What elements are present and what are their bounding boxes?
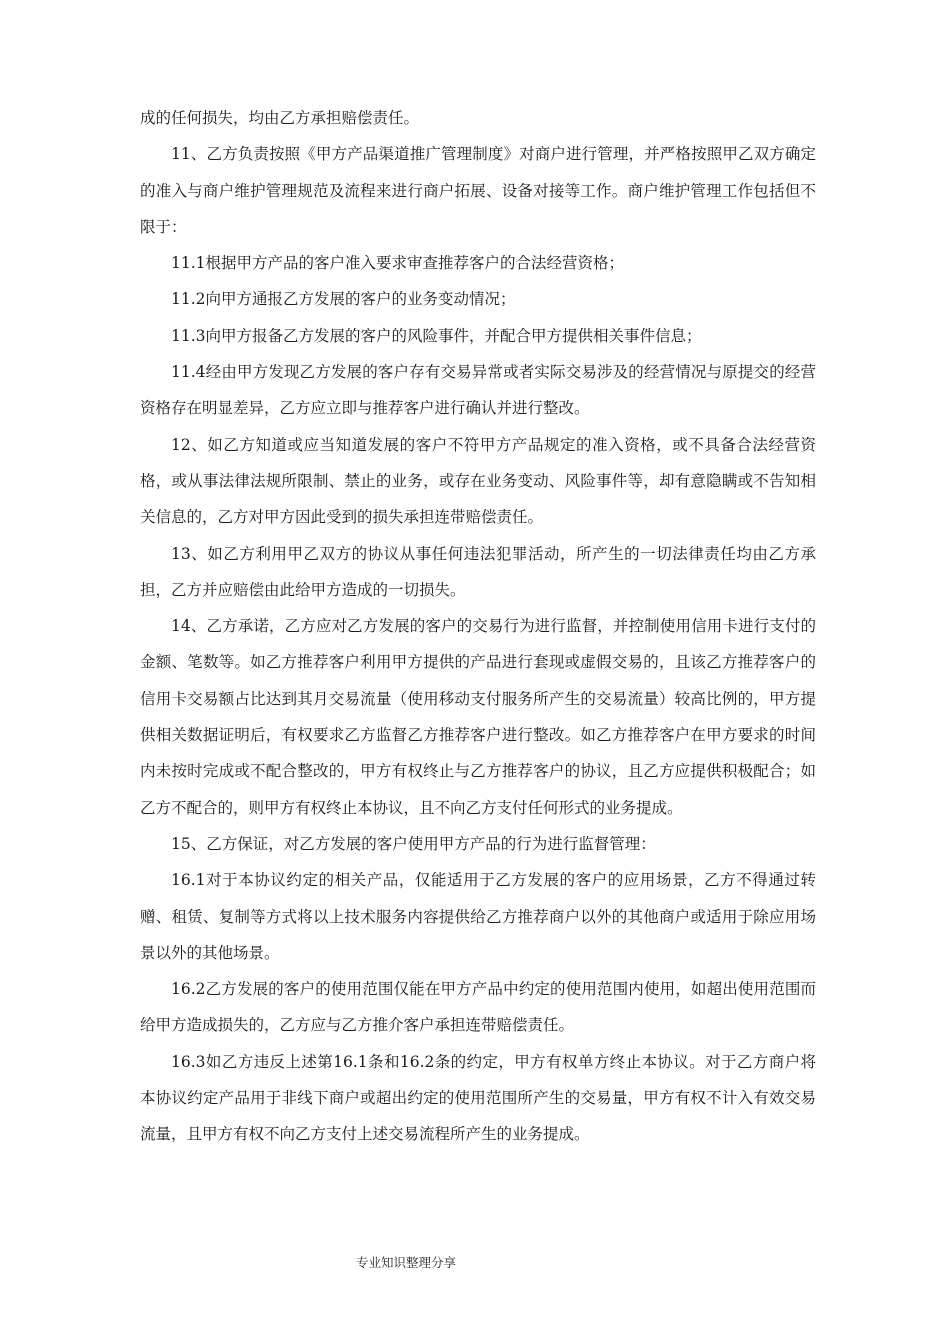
paragraph-clause-12: 12、如乙方知道或应当知道发展的客户不符甲方产品规定的准入资格，或不具备合法经营资格，或从事法律法规所限制、禁止的业务，或存在业务变动、风险事件等，却有意隐瞒或不告知相关信息的，乙方对甲方因此受到的损失承担连带赔偿责任。 [140,435,816,527]
paragraph-clause-16-3: 16.3如乙方违反上述第16.1条和16.2条的约定，甲方有权单方终止本协议。对于乙方商户将本协议约定产品用于非线下商户或超出约定的使用范围所产生的交易量，甲方有权不计入有效交易流量，且甲方有权不向乙方支付上述交易流程所产生的业务提成。 [140,1052,816,1144]
paragraph-clause-13: 13、如乙方利用甲乙双方的协议从事任何违法犯罪活动，所产生的一切法律责任均由乙方承担，乙方并应赔偿由此给甲方造成的一切损失。 [140,544,816,599]
page-footer: 专业知识整理分享 [356,1255,457,1270]
paragraph-clause-11-4: 11.4经由甲方发现乙方发展的客户存有交易异常或者实际交易涉及的经营情况与原提交的经营资格存在明显差异，乙方应立即与推荐客户进行确认并进行整改。 [140,363,816,418]
paragraph-clause-11-1: 11.1根据甲方产品的客户准入要求审查推荐客户的合法经营资格； [171,254,625,273]
paragraph-clause-15: 15、乙方保证，对乙方发展的客户使用甲方产品的行为进行监督管理： [171,834,656,853]
paragraph-clause-14: 14、乙方承诺，乙方应对乙方发展的客户的交易行为进行监督，并控制使用信用卡进行支付的金额、笔数等。如乙方推荐客户利用甲方提供的产品进行套现或虚假交易的，且该乙方推荐客户的信用卡交易额占比达到其月交易流量（使用移动支付服务所产生的交易流量）较高比例的，甲方提供相关数据证明后，有权要求乙方监督乙方推荐客户进行整改。如乙方推荐客户在甲方要求的时间内未按时完成或不配合整改的，甲方有权终止与乙方推荐客户的协议，且乙方应提供积极配合；如乙方不配合的，则甲方有权终止本协议，且不向乙方支付任何形式的业务提成。 [140,617,816,817]
paragraph-clause-16-1: 16.1对于本协议约定的相关产品，仅能适用于乙方发展的客户的应用场景，乙方不得通过转赠、租赁、复制等方式将以上技术服务内容提供给乙方推荐商户以外的其他商户或适用于除应用场景以外的其他场景。 [140,871,816,962]
paragraph-clause-16-2: 16.2乙方发展的客户的使用范围仅能在甲方产品中约定的使用范围内使用，如超出使用范围而给甲方造成损失的，乙方应与乙方推介客户承担连带赔偿责任。 [140,980,816,1035]
paragraph-continuation: 成的任何损失，均由乙方承担赔偿责任。 [140,109,420,127]
paragraph-clause-11-3: 11.3向甲方报备乙方发展的客户的风险事件，并配合甲方提供相关事件信息； [171,326,702,345]
paragraph-clause-11-2: 11.2向甲方通报乙方发展的客户的业务变动情况； [171,290,516,309]
document-body [140,100,816,1153]
paragraph-clause-11: 11、乙方负责按照《甲方产品渠道推广管理制度》对商户进行管理，并严格按照甲乙双方确定的准入与商户维护管理规范及流程来进行商户拓展、设备对接等工作。商户维护管理工作包括但不限于： [140,145,816,236]
